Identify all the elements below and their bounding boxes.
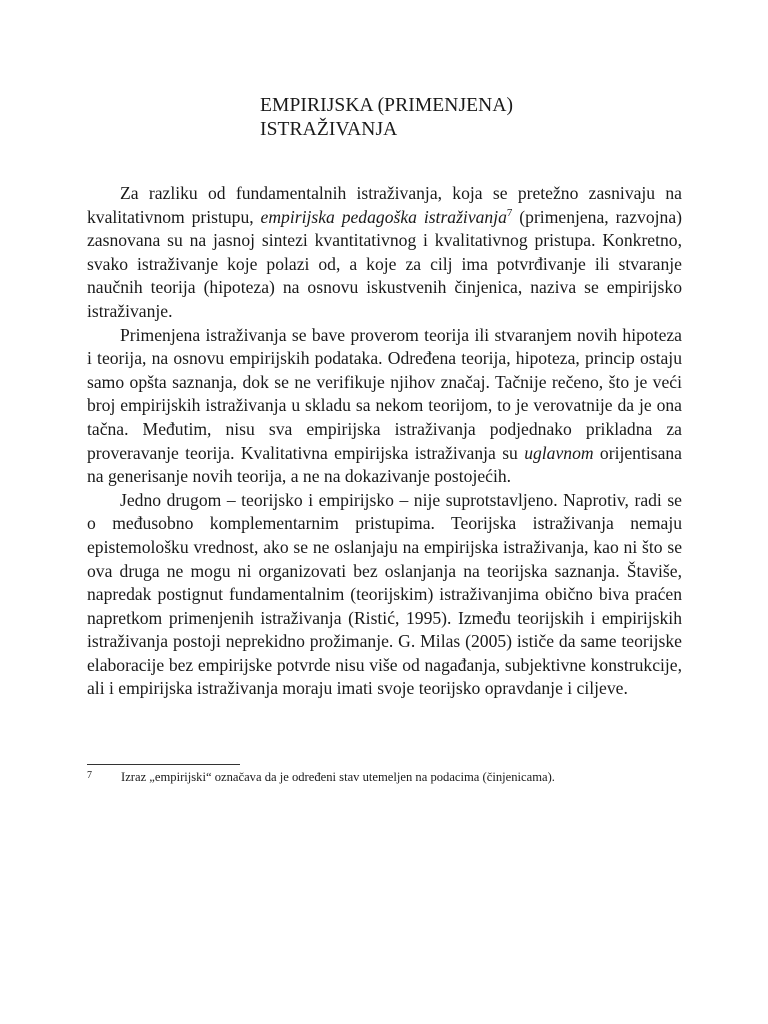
footnote-reference: 7 [506,206,513,219]
footnote [87,768,687,785]
chapter-title-line-2: ISTRAŽIVANJA [260,119,398,140]
paragraph-2 [87,324,682,489]
paragraph-2-text-b: orijentisana na generisanje novih teorija, a ne na dokazivanje postojećih. [87,442,682,487]
paragraph-3: Jedno drugom – teorijsko i empirijsko – nije suprotstavljeno. Naprotiv, radi se o međusobno komplementarnim pristupima. Teorijska istraživanja nemaju epistemološku vrednost, ako se ne oslanjaju na empirijska istraživanja, kao ni što se ova druga ne mogu ni organizovati bez oslanjanja na teorijska saznanja. Štaviše, napredak postignut fundamentalnim (teorijskim) istraživanjima obično biva praćen napretkom primenjenih istraživanja (Ristić, 1995). Između teorijskih i empirijskih istraživanja postoji neprekidno prožimanje. G. Milas (2005) ističe da same teorijske elaboracije bez empirijske potvrde nisu više od nagađanja, subjektivne konstrukcije, ali i empirijska istraživanja moraju imati svoje teorijsko opravdanje i ciljeve. [87,489,682,699]
paragraph-1-text-a: Za razliku od fundamentalnih istraživanja, koja se pretežno zasnivaju na kvalitativnom pristupu, [87,183,682,227]
chapter-title [260,94,513,142]
paragraph-1 [87,182,682,324]
paragraph-1-italic: empirijska pedagoška istraživanja [260,206,507,227]
paragraph-1-text-b: (primenjena, razvojna) zasnovana su na jasnoj sintezi kvantitativnog i kvalitativnog pristupa. Konkretno, svako istraživanje koje polazi od, a koje za cilj ima potvrđivanje ili stvaranje naučnih teorija (hipoteza) na osnovu iskustvenih činjenica, naziva se empirijsko istraživanje. [87,206,682,321]
chapter-title-line-1: EMPIRIJSKA (PRIMENJENA) [260,95,514,116]
paragraph-2-text-a: Primenjena istraživanja se bave proverom teorija ili stvaranjem novih hipoteza i teorija, na osnovu empirijskih podataka. Određena teorija, hipoteza, princip ostaju samo opšta saznanja, dok se ne verifikuje njihov značaj. Tačnije rečeno, što je veći broj empirijskih istraživanja u skladu sa nekom teorijom, to je verovatnije da je ona tačna. Međutim, nisu sva empirijska istraživanja podjednako prikladna za proveravanje teorija. Kvalitativna empirijska istraživanja su [87,324,682,463]
footnote-separator [87,764,240,765]
footnote-mark: 7 [87,770,92,781]
paragraph-2-italic: uglavnom [524,442,594,463]
body-text [87,182,682,701]
footnote-text: Izraz „empirijski“ označava da je određeni stav utemeljen na podacima (činjenicama). [121,770,555,784]
